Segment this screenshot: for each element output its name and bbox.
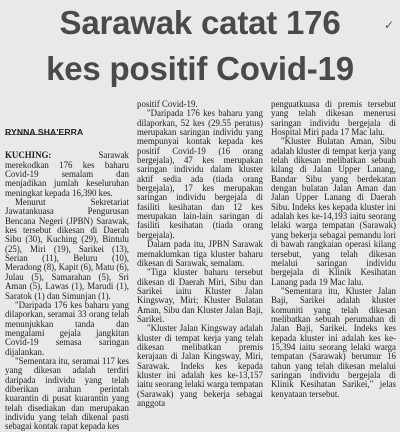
paragraph: positif Covid-19. bbox=[137, 99, 198, 109]
paragraph: "Daripada 176 kes baharu yang dilaporkan, 52 kes (29.55 peratus) merupakan saringan individu yang mempunyai kontak kepada kes positif Covid-19 (16 orang bergejala), 47 kes merupakan saringan individu dalam kluster aktif sedia ada (tiada orang bergejala), 17 kes merupakan saringan individu bergejala di fasiliti kesihatan dan 12 kes merupakan lain-lain saringan di fasiliti kesihatan (tiada orang bergejala). bbox=[137, 108, 263, 240]
article-column-3 bbox=[271, 100, 396, 400]
article-column-2 bbox=[137, 99, 264, 408]
paragraph: "Sementara itu, seramai 117 kes yang dikesan adalah terdiri daripada individu yang telah diberikan arahan perintah kuarantin di pusat kuarantin yang telah disediakan dan merupakan individu yang telah dikenal pasti sebagai kontak rapat kepada kes bbox=[5, 355, 129, 432]
check-mark-icon: ✓ bbox=[384, 18, 395, 32]
lead-text: Sarawak merekodkan 176 kes baharu Covid-19 semalam dan menjadikan jumlah keseluruhan meningkat kepada 16,390 kes. bbox=[5, 150, 129, 198]
paragraph: Menurut Sekretariat Jawatankuasa Pengurusan Bencana Negeri (JPBN) Sarawak, kes tersebut dikesan di Daerah Sibu (30), Kuching (29), Bintulu (25), Miri (19), Sarikei (13), Serian (11), Beluru (10), Meradong (8), Kapit (6), Matu (6), Julau (5), Samarahan (5), Sri Aman (5), Lawas (1), Marudi (1), Saratok (1) dan Simunjan (1). bbox=[5, 197, 129, 301]
paragraph: "Daripada 176 kes baharu yang dilaporkan, seramai 33 orang telah menunjukkan tanda dan mengalami gejala jangkitan Covid-19 semasa saringan dijalankan. bbox=[5, 299, 129, 357]
byline: RYNNA SHA'ERRA bbox=[5, 127, 84, 137]
article-column-1 bbox=[5, 100, 129, 432]
headline-line-2: kes positif Covid-19 bbox=[46, 50, 354, 87]
lead-paragraph bbox=[5, 151, 129, 198]
dateline: KUCHING: bbox=[5, 150, 52, 161]
paragraph: penguatkuasa di premis tersebut yang telah dikesan menerusi saringan individu bergejala di Hospital Miri pada 17 Mac lalu. bbox=[271, 99, 396, 138]
paragraph: "Kluster Bulatan Aman, Sibu adalah kluster di tempat kerja yang telah dikesan melibatkan sebuah kilang di Jalan Upper Lanang, Bandar Sibu yang berdekatan dengan bulatan Jalan Aman dan Jalan Upper Lanang di Daerah Sibu. Indeks kes kepada kluster ini adalah kes ke-14,193 iaitu seorang lelaki warga tempatan (Sarawak) yang bekerja sebagai pemandu lori di bawah rangkaian operasi kilang tersebut, yang telah dikesan melalui saringan individu bergejala di Klinik Kesihatan Lanang pada 19 Mac lalu. bbox=[271, 136, 396, 287]
paragraph: Dalam pada itu, JPBN Sarawak memaklumkan tiga kluster baharu dikesan di Sarawak, semalam. bbox=[137, 239, 263, 268]
paragraph: "Kluster Jalan Kingsway adalah kluster di tempat kerja yang telah dikesan melibatkan premis kerajaan di Jalan Kingsway, Miri, Sarawak. Indeks kes kepada kluster ini adalah kes ke-13,157 iaitu seorang lelaki warga tempatan (Sarawak) yang bekerja sebagai anggota bbox=[137, 323, 264, 408]
headline-line-1: Sarawak catat 176 bbox=[59, 4, 341, 41]
paragraph: "Tiga kluster baharu tersebut dikesan di Daerah Miri, Sibu dan Sarikei iaitu Kluster Jalan Kingsway, Miri; Kluster Bulatan Aman, Sibu dan Kluster Jalan Baji, Sarikei. bbox=[137, 267, 263, 324]
paragraph: "Sementara itu, Kluster Jalan Baji, Sarikei adalah kluster komuniti yang telah dikesan melibatkan sebuah perumahan di Jalan Baji, Sarikei. Indeks kes kepada kluster ini adalah kes ke-15,394 iaitu seorang lelaki warga tempatan (Sarawak) berumur 16 tahun yang telah dikesan melalui saringan individu bergejala di Klinik Kesihatan Sarikei," jelas kenyataan tersebut. bbox=[271, 285, 396, 399]
